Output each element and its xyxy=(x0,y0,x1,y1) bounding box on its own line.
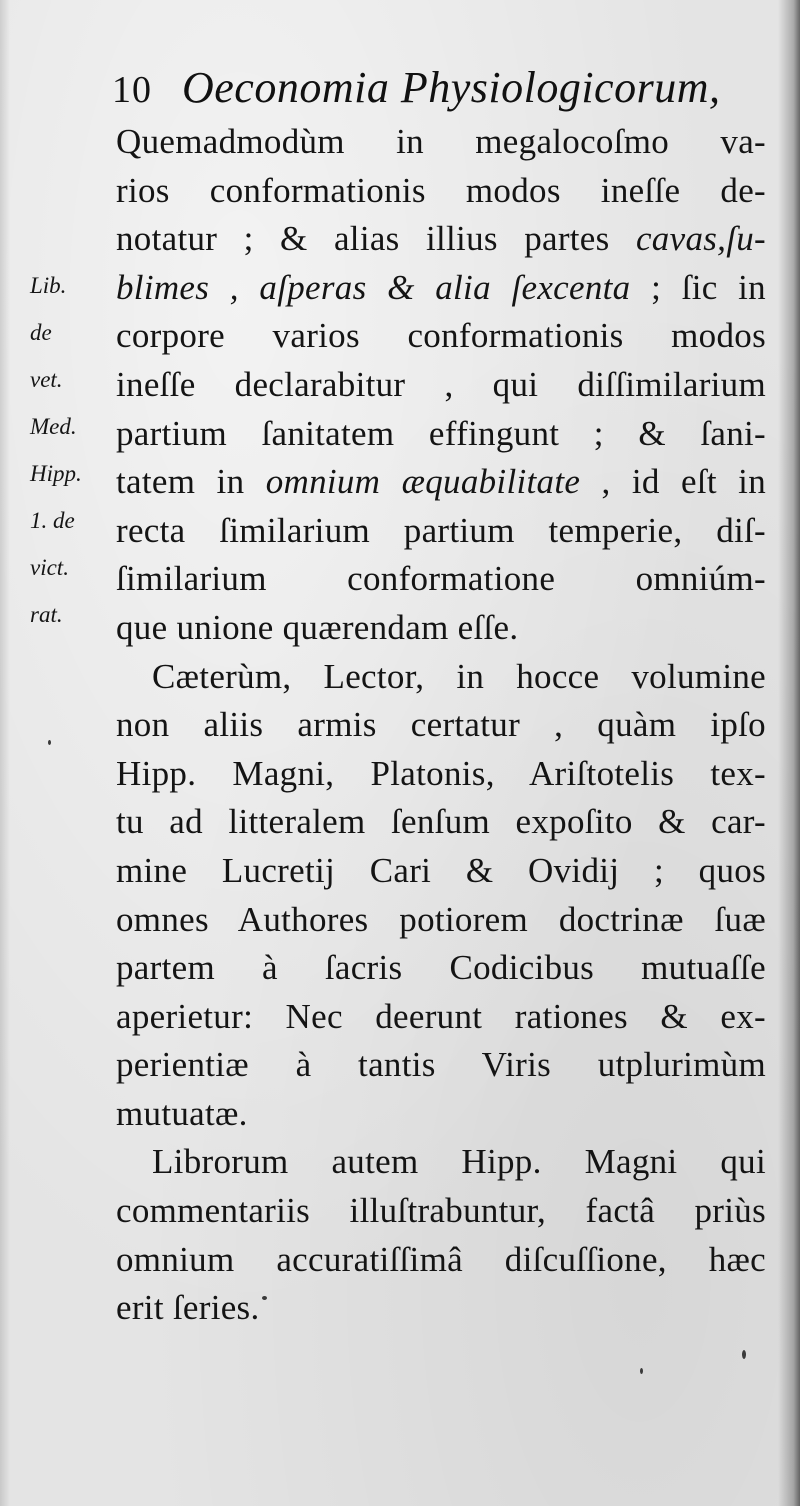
marginal-reference-note xyxy=(30,262,120,638)
text-line xyxy=(116,944,766,993)
text-line xyxy=(116,750,766,799)
text-segment: partium ſanitatem effingunt ; & ſani- xyxy=(116,413,766,453)
text-segment: Hipp. Magni, Platonis, Ariſtotelis tex- xyxy=(116,753,766,793)
text-line xyxy=(116,458,766,507)
text-segment: aperietur: Nec deerunt rationes & ex- xyxy=(116,996,766,1036)
text-line xyxy=(116,507,766,556)
text-line xyxy=(116,798,766,847)
text-segment: tatem in xyxy=(116,462,266,502)
italic-text-segment: cavas,ſu- xyxy=(635,219,766,259)
text-line xyxy=(116,847,766,896)
text-line xyxy=(116,361,766,410)
text-segment: corpore varios conformationis modos xyxy=(116,316,766,356)
text-segment: rios conformationis modos ineſſe de- xyxy=(116,170,766,210)
text-line xyxy=(116,1138,766,1187)
marginal-note-line: rat. xyxy=(30,602,63,627)
ink-speck xyxy=(48,740,51,745)
text-segment: ſimilarium conformatione omniúm- xyxy=(116,559,766,599)
page-gutter-shadow xyxy=(778,0,800,1506)
page-number: 10 xyxy=(112,69,152,111)
text-line xyxy=(116,410,766,459)
marginal-note-line: Med. xyxy=(30,414,77,439)
text-segment: ineſſe declarabitur , qui diſſimilarium xyxy=(116,364,766,404)
italic-text-segment: omnium æquabilitate xyxy=(265,462,581,502)
text-segment: non aliis armis certatur , quàm ipſo xyxy=(116,705,766,745)
text-segment: Quemadmodùm in megalocoſmo va- xyxy=(116,122,766,161)
text-segment: ; ſic in xyxy=(630,267,766,307)
text-segment: Librorum autem Hipp. Magni qui xyxy=(152,1142,766,1182)
text-segment: , id eſt in xyxy=(580,462,767,502)
text-line xyxy=(116,264,766,313)
ink-speck xyxy=(262,1296,267,1300)
body-text xyxy=(116,118,766,1333)
text-line xyxy=(116,312,766,361)
text-line xyxy=(116,604,766,653)
text-line xyxy=(116,1090,766,1139)
text-segment: Cæterùm, Lector, in hocce volumine xyxy=(152,656,766,696)
page-left-edge-shadow xyxy=(0,0,10,1506)
text-segment: omnium accuratiſſimâ diſcuſſione, hæc xyxy=(116,1239,766,1279)
text-line xyxy=(116,896,766,945)
text-segment: recta ſimilarium partium temperie, diſ- xyxy=(116,510,766,550)
text-segment: commentariis illuſtrabuntur, factâ priùs xyxy=(116,1191,766,1231)
text-segment: partem à ſacris Codicibus mutuaſſe xyxy=(116,948,766,988)
marginal-note-line: vict. xyxy=(30,555,69,580)
text-segment: omnes Authores potiorem doctrinæ ſuæ xyxy=(116,899,766,939)
text-segment: tu ad litteralem ſenſum expoſito & car- xyxy=(116,802,766,842)
text-segment: perientiæ à tantis Viris utplurimùm xyxy=(116,1045,766,1085)
marginal-note-line: Lib. xyxy=(30,273,67,298)
text-segment: erit ſeries. xyxy=(116,1288,260,1328)
text-segment: mine Lucretij Cari & Ovidij ; quos xyxy=(116,850,766,890)
marginal-note-line: vet. xyxy=(30,367,63,392)
text-segment: notatur ; & alias illius partes xyxy=(116,219,636,259)
running-title: Oeconomia Physiologicorum, xyxy=(182,63,721,112)
marginal-note-line: Hipp. xyxy=(30,461,82,486)
text-line xyxy=(116,167,766,216)
ink-speck xyxy=(640,1368,643,1374)
text-segment: que unione quærendam eſſe. xyxy=(116,607,519,647)
text-line xyxy=(116,215,766,264)
ink-speck xyxy=(742,1350,746,1359)
text-line xyxy=(116,1284,766,1333)
text-line xyxy=(116,993,766,1042)
text-line xyxy=(116,701,766,750)
text-segment: mutuatæ. xyxy=(116,1093,248,1133)
text-line xyxy=(116,1236,766,1285)
marginal-note-line: de xyxy=(30,320,52,345)
marginal-note-line: 1. de xyxy=(30,508,75,533)
text-line xyxy=(116,653,766,702)
text-line xyxy=(116,1187,766,1236)
text-line xyxy=(116,118,766,167)
page-header xyxy=(112,62,720,122)
italic-text-segment: blimes , aſperas & alia ſexcenta xyxy=(116,267,631,307)
text-line xyxy=(116,555,766,604)
text-line xyxy=(116,1041,766,1090)
